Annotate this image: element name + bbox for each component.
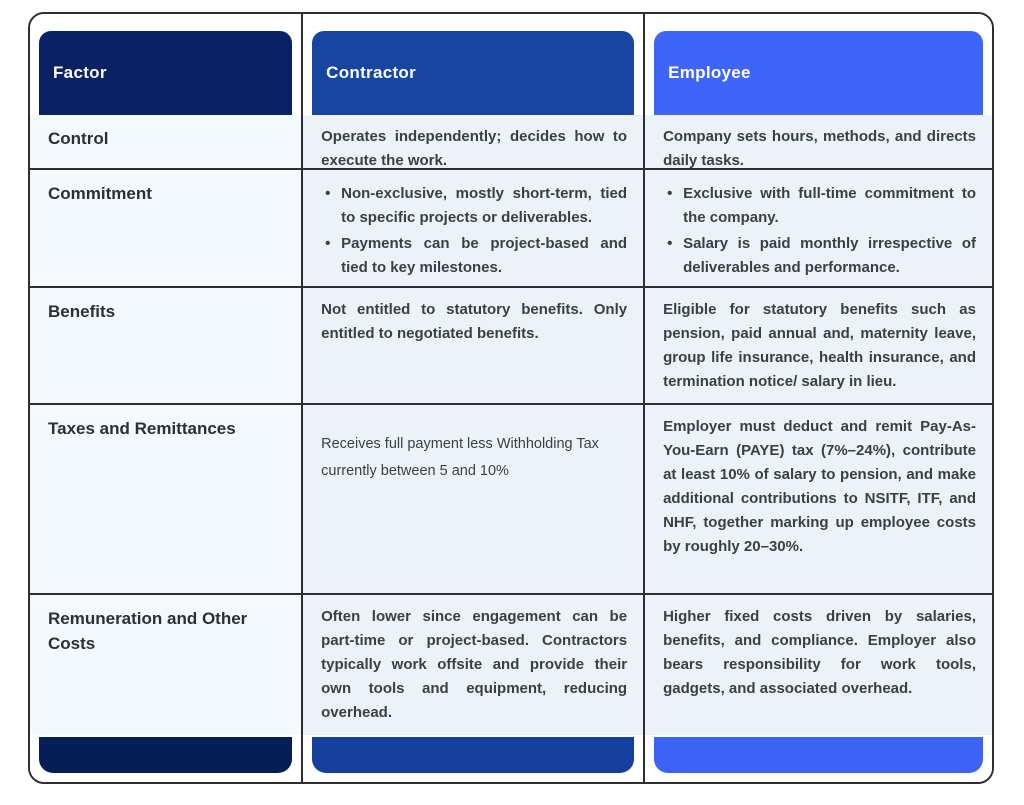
row-commitment-employee-cell	[645, 170, 992, 288]
column-header-employee-label: Employee	[668, 63, 751, 82]
footer-cell-contractor	[303, 735, 645, 782]
row-taxes-factor-cell	[30, 405, 303, 595]
row-taxes-employee-cell	[645, 405, 992, 595]
column-header-contractor	[312, 31, 634, 115]
comparison-grid	[30, 14, 992, 782]
footer-cell-employee	[645, 735, 992, 782]
column-header-cell-employee	[645, 14, 992, 115]
row-control-contractor-cell	[303, 115, 645, 170]
list-item: • Non-exclusive, mostly short-term, tied to specific projects or deliverables.	[321, 182, 627, 230]
footer-bar-factor	[39, 737, 292, 773]
column-header-cell-factor	[30, 14, 303, 115]
row-commitment-contractor-cell	[303, 170, 645, 288]
footer-bar-contractor	[312, 737, 634, 773]
column-header-contractor-label: Contractor	[326, 63, 417, 82]
column-header-cell-contractor	[303, 14, 645, 115]
column-header-factor-label: Factor	[53, 63, 107, 82]
remuneration-employee-text: Higher fixed costs driven by salaries, benefits, and compliance. Employer also bears responsibility for work tools, gadgets, and associated overhead.	[663, 608, 976, 697]
list-item: • Exclusive with full-time commitment to the company.	[663, 182, 976, 230]
comparison-table	[28, 12, 994, 784]
commitment-contractor-list	[321, 182, 627, 280]
row-commitment-factor-cell	[30, 170, 303, 288]
taxes-contractor-text: Receives full payment less Withholding Tax currently between 5 and 10%	[321, 436, 599, 479]
taxes-employee-text: Employer must deduct and remit Pay-As-You-Earn (PAYE) tax (7%–24%), contribute at least 10% of salary to pension, and make additional contributions to NSITF, ITF, and NHF, together marking up employee costs by roughly 20–30%.	[663, 418, 976, 555]
row-remuneration-contractor-cell	[303, 595, 645, 735]
row-remuneration-employee-cell	[645, 595, 992, 735]
row-label-control: Control	[48, 129, 109, 148]
column-header-factor	[39, 31, 292, 115]
row-label-remuneration: Remuneration and Other Costs	[48, 609, 248, 653]
row-benefits-employee-cell	[645, 288, 992, 405]
column-header-employee	[654, 31, 983, 115]
footer-bar-employee	[654, 737, 983, 773]
row-label-benefits: Benefits	[48, 302, 116, 321]
row-benefits-factor-cell	[30, 288, 303, 405]
row-control-employee-cell	[645, 115, 992, 170]
benefits-contractor-text: Not entitled to statutory benefits. Only entitled to negotiated benefits.	[321, 301, 628, 342]
footer-cell-factor	[30, 735, 303, 782]
row-label-taxes: Taxes and Remittances	[48, 419, 236, 438]
list-item: • Salary is paid monthly irrespective of deliverables and performance.	[663, 232, 976, 280]
row-control-factor-cell	[30, 115, 303, 170]
control-contractor-text: Operates independently; decides how to execute the work.	[321, 128, 628, 169]
control-employee-text: Company sets hours, methods, and directs daily tasks.	[663, 128, 976, 169]
row-taxes-contractor-cell	[303, 405, 645, 595]
row-benefits-contractor-cell	[303, 288, 645, 405]
row-label-commitment: Commitment	[48, 184, 152, 203]
benefits-employee-text: Eligible for statutory benefits such as pension, paid annual and, maternity leave, group life insurance, health insurance, and termination notice/ salary in lieu.	[663, 301, 976, 390]
remuneration-contractor-text: Often lower since engagement can be part-time or project-based. Contractors typically work offsite and provide their own tools and equipment, reducing overhead.	[321, 608, 628, 721]
list-item: • Payments can be project-based and tied to key milestones.	[321, 232, 627, 280]
row-remuneration-factor-cell	[30, 595, 303, 735]
commitment-employee-list	[663, 182, 976, 280]
